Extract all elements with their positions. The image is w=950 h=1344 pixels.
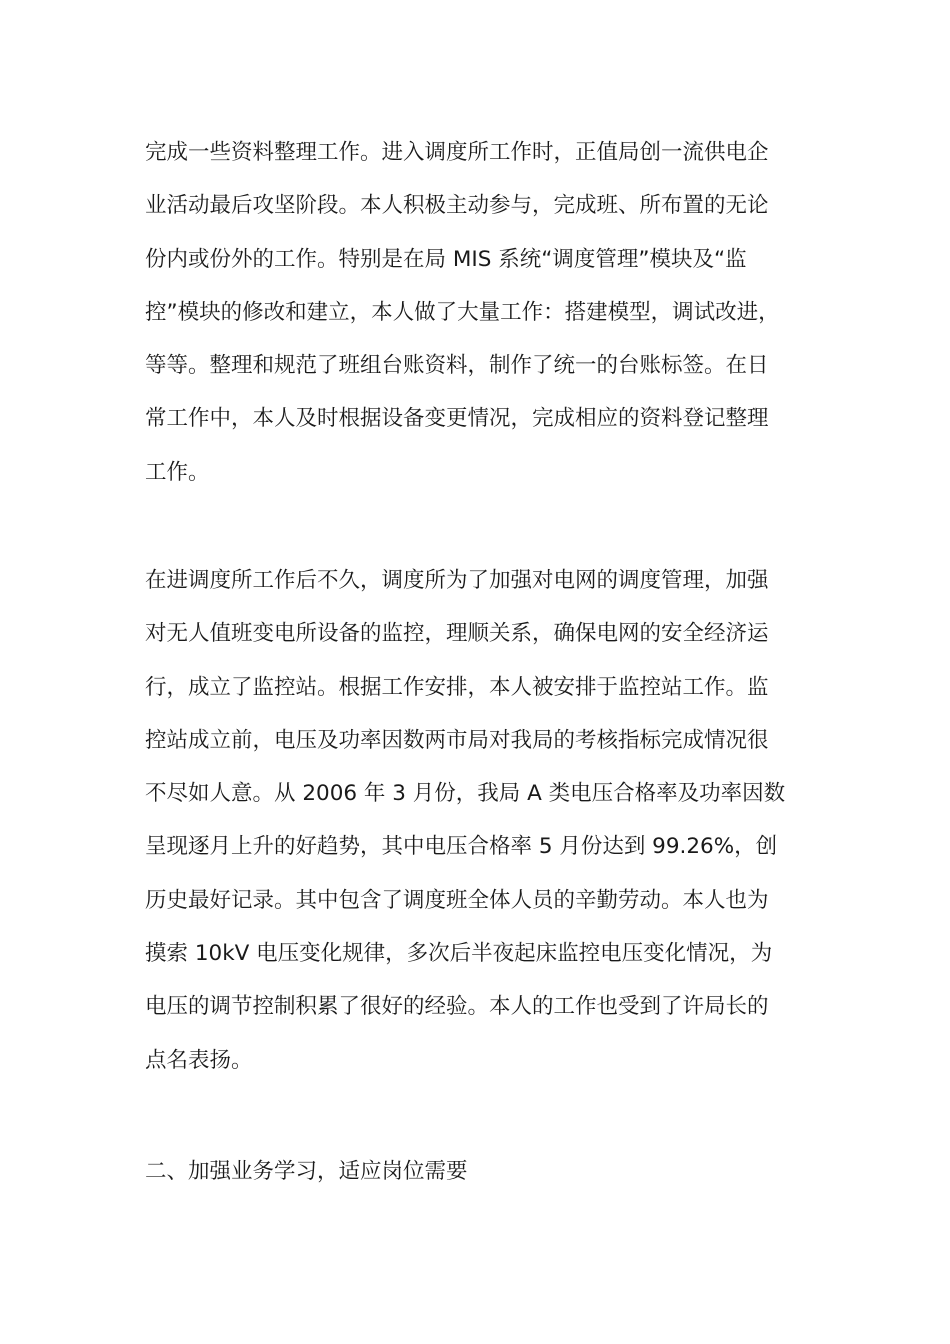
text-line: 工作。 (145, 459, 210, 485)
text-line: 对无人值班变电所设备的监控，理顺关系，确保电网的安全经济运 (145, 621, 769, 647)
text-line: 常工作中，本人及时根据设备变更情况，完成相应的资料登记整理 (145, 406, 769, 432)
text-line: 在进调度所工作后不久，调度所为了加强对电网的调度管理，加强 (145, 568, 769, 593)
text-line: 份内或份外的工作。特别是在局 MIS 系统“调度管理”模块及“监 (145, 246, 747, 272)
text-line: 行，成立了监控站。根据工作安排，本人被安排于监控站工作。监 (145, 674, 769, 700)
text-line: 等等。整理和规范了班组台账资料，制作了统一的台账标签。在日 (145, 353, 769, 379)
text-line: 点名表扬。 (145, 1047, 253, 1073)
paragraph-1 (145, 138, 825, 511)
text-line: 电压的调节控制积累了很好的经验。本人的工作也受到了许局长的 (145, 994, 769, 1020)
paragraph-2 (145, 566, 825, 1099)
text-line: 摸索 10kV 电压变化规律，多次后半夜起床监控电压变化情况，为 (145, 941, 773, 967)
section-heading (145, 1157, 825, 1210)
text-line: 不尽如人意。从 2006 年 3 月份，我局 A 类电压合格率及功率因数 (145, 781, 786, 807)
heading-text: 二、加强业务学习，适应岗位需要 (145, 1159, 468, 1184)
text-line: 呈现逐月上升的好趋势，其中电压合格率 5 月份达到 99.26%，创 (145, 834, 778, 860)
text-line: 控”模块的修改和建立，本人做了大量工作：搭建模型，调试改进， (145, 299, 780, 325)
text-line: 历史最好记录。其中包含了调度班全体人员的辛勤劳动。本人也为 (145, 887, 769, 913)
text-line: 完成一些资料整理工作。进入调度所工作时，正值局创一流供电企 (145, 140, 769, 165)
text-line: 控站成立前，电压及功率因数两市局对我局的考核指标完成情况很 (145, 727, 769, 753)
text-line: 业活动最后攻坚阶段。本人积极主动参与，完成班、所布置的无论 (145, 193, 769, 219)
